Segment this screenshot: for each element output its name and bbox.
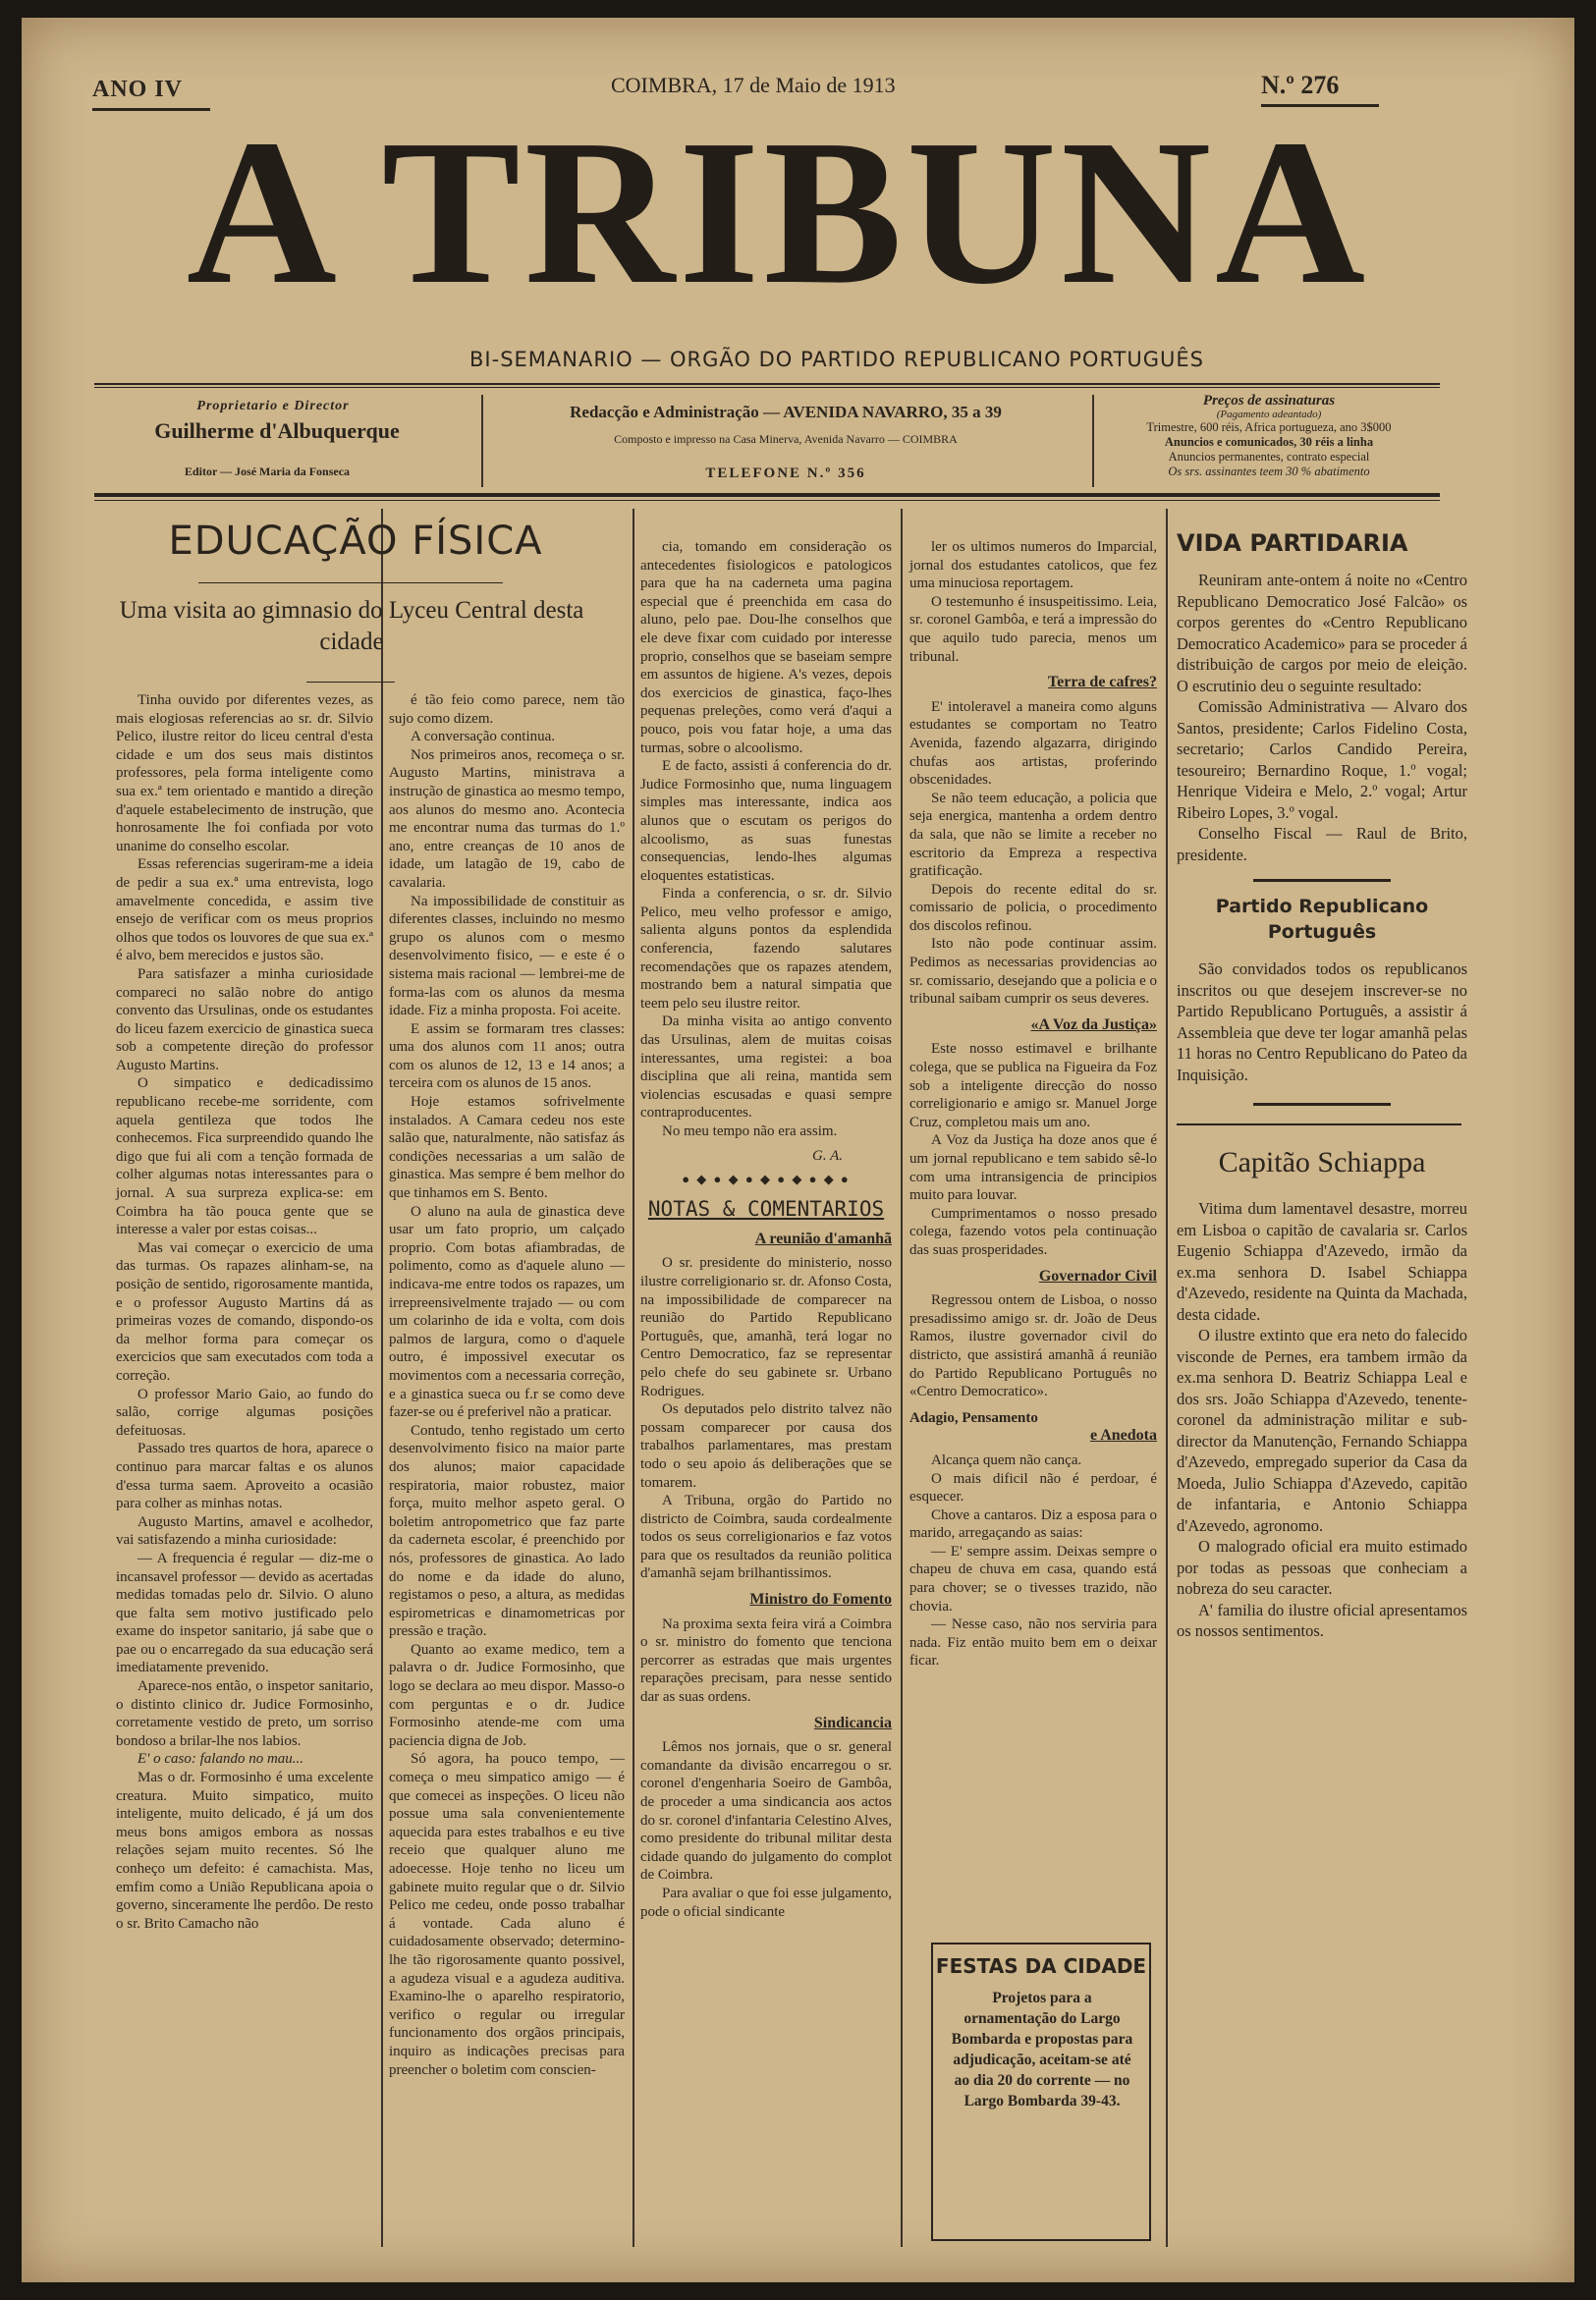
prices-sub: (Pagamento adeantado) [1216, 409, 1322, 420]
issue-number: N.º 276 [1261, 71, 1340, 99]
heading-adagio: Adagio, Pensamento [909, 1409, 1038, 1426]
prices-line-4: Os srs. assinantes teem 30 % abatimento [1168, 465, 1370, 478]
issue-year: ANO IV [92, 77, 184, 102]
redaccao-line: Redacção e Administração — AVENIDA NAVARRO, 35 a 39 [570, 403, 1002, 421]
article-signature: G. A. [812, 1147, 843, 1164]
festas-box [931, 1943, 1151, 2241]
prices-line-2: Anuncios e comunicados, 30 réis a linha [1164, 435, 1374, 449]
prices-line-3: Anuncios permanentes, contrato especial [1168, 450, 1370, 464]
article-title: EDUCAÇÃO FÍSICA [168, 519, 543, 564]
newspaper-page [22, 18, 1574, 2282]
notas-heading-sindicancia: Sindicancia [813, 1714, 892, 1731]
festas-text: Projetos para a ornamentação do Largo Bombarda e propostas para adjudicação, aceitam-se até ao dia 20 do corrente — no Largo Bombarda 39-43. [951, 1990, 1133, 2109]
owner-label: Proprietario e Director [196, 399, 350, 413]
owner-name: Guilherme d'Albuquerque [154, 418, 400, 443]
article-column-1: Tinha ouvido por diferentes vezes, as mais elogiosas referencias ao sr. dr. Silvio Pelico, ilustre reitor do liceu central d'esta cidade e um dos seus mais distintos professores, pela forma inteligente como sua ex.ª tem orientado e mantido a direção d'aquele estabelecimento de instrução, que honrosamente lhe foi confiada por voto unanime do conselho escolar. Essas referencias sugeriram-me a ideia de pedir a sua ex.ª uma entrevista, logo amavelmente concedida, e assim tive ensejo de verificar com os meus proprios olhos que todos os louvores de que sua ex.ª é alvo, bem merecidos e justos são. Para satisfazer a minha curiosidade compareci no salão nobre do antigo convento das Ursulinas, onde os estudantes do liceu fazem exercicio de ginastica sueca sob a competente direção do professor Augusto Martins. O simpatico e dedicadissimo republicano recebe-me sorridente, com aquela gentileza que todos lhe conhecemos. Fica surpreendido quando lhe digo que fui ali com a tenção formada de colher algumas notas interessantes para o jornal. A sua surpreza explica-se: em Coimbra ha tão pouca gente que se interesse a valer por estas coisas... Mas vai começar o exercicio de uma das turmas. Os rapazes alinham-se, na posição de sentido, rigorosamente mantida, e o professor Augusto Martins dá as primeiras vozes de comando, dispondo-os da melhor forma para começar os exercicios que sam executados com toda a correção. O professor Mario Gaio, ao fundo do salão, corrige algumas posições defeituosas. Passado tres quartos de hora, aparece o continuo para marcar faltas e os alunos d'essa turma saem. Aproveito a ocasião para colher as minhas notas. Augusto Martins, amavel e acolhedor, vai satisfazendo a minha curiosidade: — A frequencia é regular — diz-me o incansavel professor — devido as acertadas medidas tomadas pelo dr. Silvio. O aluno que falta sem motivo justificado pelo exame do inspetor sanitario, já sabe que o pae ou o encarregado da sua educação será imediatamente prevenido. Aparece-nos então, o inspetor sanitario, o distinto clinico dr. Judice Formosinho, corretamente vestido de preto, um sorriso bondoso a brilar-lhe nos labios. E' o caso: falando no mau... Mas o dr. Formosinho é uma excelente creatura. Muito simpatico, muito inteligente, muito delicado, é já um dos meus bons amigos embora as nossas relações sejam muito recentes. Só lhe conheço um defeito: é camachista. Mas, emfim como a União Republicana apoia o governo, sinceramente lhe perdôo. De resto o sr. Brito Camacho não [116, 692, 373, 1932]
editor-line: Editor — José Maria da Fonseca [184, 465, 351, 478]
notas-heading-fomento: Ministro do Fomento [749, 1591, 892, 1609]
notas-heading-reuniao: A reunião d'amanhã [754, 1230, 892, 1247]
news-column-4: ler os ultimos numeros do Imparcial, jornal dos estudantes catolicos, que fez uma minuciosa reportagem. O testemunho é insuspeitissimo. Leia, sr. coronel Gambôa, e terá a impressão do que aquilo tudo parecia, menos um tribunal. Terra de cafres? E' intoleravel a maneira como alguns estudantes se comportam no Teatro Avenida, fazendo algazarra, dirigindo chufas aos artistas, proferindo obscenidades. Se não teem educação, a policia que seja energica, mantenha a ordem dentro da sala, que não se limite a receber no escritorio da Empreza a respectiva gratificação. Depois do recente edital do sr. comissario de policia, o procedimento dos discolos refinou. Isto não pode continuar assim. Pedimos as necessarias providencias ao sr. comissario, desejando que a policia e o tribunal saibam cumprir os seus deveres. «A Voz da Justiça» Este nosso estimavel e brilhante colega, que se publica na Figueira da Foz sob a inteligente direcção do nosso correligionario e amigo sr. Manuel Jorge Cruz, completou mais um ano. A Voz da Justiça ha doze anos que é um jornal republicano e tem sabido sê-lo com uma intransigencia de principios muito para louvar. Cumprimentamos o nosso presado colega, fazendo votos pela continuação das suas prosperidades. Governador Civil Regressou ontem de Lisboa, o nosso presadissimo amigo sr. dr. João de Deus Ramos, ilustre governador civil do districto, que assistirá amanhã á reunião do Partido Republicano Português no «Centro Democratico». Adagio, Pensamento e Anedota Alcança quem não cança. O mais dificil não é perdoar, é esquecer. Chove a cantaros. Diz a esposa para o marido, arregaçando as saias: — E' sempre assim. Deixas sempre o chapeu de chuva em casa, quando está para chover; se o tivesses trazido, não chovia. — Nesse caso, não nos serviria para nada. Fiz então muito bem em o deixar ficar. [909, 539, 1158, 1670]
festas-title: FESTAS DA CIDADE [935, 1954, 1147, 1978]
telephone-line: TELEFONE N.º 356 [705, 465, 866, 481]
article-column-3: cia, tomando em consideração os antecedentes fisiologicos e patologicos para que ha na caderneta uma pagina especial que é preenchida em casa do aluno, pelo pae. Dou-lhe conselhos que ele deve fixar com cuidado por interesse proprio, conselhos que se baseiam sempre em assuntos de higiene. A's vezes, depois dos exercicios de ginastica, faço-lhes pequenas preleções, como verá d'aqui a pouco, pois vou fatar hoje, a uma das turmas, sobre o alcoolismo. E de facto, assisti á conferencia do dr. Judice Formosinho que, numa linguagem simples mas interessante, indica aos alunos que o escutam os perigos do alcoolismo, as suas funestas consequencias, lendo-lhes algumas eloquentes estatisticas. Finda a conferencia, o sr. dr. Silvio Pelico, meu velho professor e amigo, salienta alguns pontos da esplendida conferencia, fazendo salutares recomendações que os rapazes atendem, mostrando bem a natural simpatia que teem pelo seu ilustre reitor. Da minha visita ao antigo convento das Ursulinas, alem de muitas coisas interessantes, uma registei: a boa disciplina que ali reina, mantida sem violencias escusadas e quasi sempre contraproducentes. No meu tempo não era assim. G. A. ● ◆ ● ◆ ● ◆ ● ◆ ● ◆ ● NOTAS & COMENTARIOS A reunião d'amanhã O sr. presidente do ministerio, nosso ilustre correligionario sr. dr. Afonso Costa, na impossibilidade de comparecer na reunião do Partido Republicano Português, que, amanhã, terá logar no Centro Democratico, faz se representar pelo chefe do seu gabinete sr. Urbano Rodrigues. Os deputados pelo distrito talvez não possam comparecer por causa dos trabalhos parlamentares, mas prestam todo o seu apoio ás deliberações que se tomarem. A Tribuna, orgão do Partido no districto de Coimbra, sauda cordealmente todos os seus correligionarios e faz votos para que os resultados da reunião politica d'amanhã sejam brilhantissimos. Ministro do Fomento Na proxima sexta feira virá a Coimbra o sr. ministro do fomento que tenciona percorrer as estradas que mais urgentes reparações precisam, para nesse sentido dar as suas ordens. Sindicancia Lêmos nos jornais, que o sr. general comandante da divisão encarregou o sr. coronel d'engenharia Soeiro de Gambôa, de proceder a uma sindicancia aos actos do sr. coronel d'infantaria Celestino Alves, como presidente do tribunal militar desta cidade quando do julgamento do complot de Coimbra. Para avaliar o que foi esse julgamento, pode o oficial sindicante [640, 539, 892, 1920]
heading-anedota: e Anedota [1090, 1427, 1157, 1445]
news-column-5: VIDA PARTIDARIA Reuniram ante-ontem á noite no «Centro Republicano Democratico José Falcão» os corpos gerentes do «Centro Republicano Democratico Academico» para se proceder á distribuição de cargos por meio de eleição. O escrutinio deu o seguinte resultado: Comissão Administrativa — Alvaro dos Santos, presidente; Carlos Fidelino Costa, secretario; Carlos Candido Pereira, tesoureiro; Bernardino Roque, 1.º vogal; Henrique Videira e Melo, 2.º vogal; Artur Ribeiro Lopes, 3.º vogal. Conselho Fiscal — Raul de Brito, presidente. Partido Republicano Português São convidados todos os republicanos inscritos ou que desejem inscrever-se no Partido Republicano Português, a assistir á Assembleia que deve ter logar amanhã pelas 11 horas no Centro Republicano do Pateo da Inquisição. Capitão Schiappa Vitima dum lamentavel desastre, morreu em Lisboa o capitão de cavalaria sr. Carlos Eugenio Schiappa d'Azevedo, irmão da ex.ma senhora D. Isabel Schiappa d'Azevedo, residente na Quinta da Machada, desta cidade. O ilustre extinto que era neto do falecido visconde de Pernes, era tambem irmão da ex.ma senhora D. Beatriz Schiappa Leal e dos srs. João Schiappa d'Azevedo, tenente-coronel da administração militar e sub-director da Manutenção, Fernando Schiappa d'Azevedo, empregado superior da Casa da Moeda, Julio Schiappa d'Azevedo, capitão de infantaria, e Antonio Schiappa d'Azevedo, agronomo. O malogrado oficial era muito estimado por todas as pessoas que conheciam a nobreza do seu caracter. A' familia do ilustre oficial apresentamos os nossos sentimentos. [1177, 529, 1467, 1640]
prices-line-1: Trimestre, 600 réis, Africa portugueza, ano 3$000 [1146, 420, 1392, 434]
dateline: COIMBRA, 17 de Maio de 1913 [611, 73, 896, 97]
heading-voz-da-justica: «A Voz da Justiça» [1030, 1015, 1157, 1033]
notas-title: NOTAS & COMENTARIOS [647, 1196, 885, 1221]
composto-line: Composto e impresso na Casa Minerva, Avenida Navarro — COIMBRA [614, 432, 958, 446]
article-column-2: é tão feio como parece, nem tão sujo como dizem. A conversação continua. Nos primeiros anos, recomeça o sr. Augusto Martins, ministrava a instrução de ginastica ao mesmo tempo, aos alunos do mesmo ano. Acontecia me encontrar numa das turmas do 1.º ano, entre creanças de 10 anos de idade, um latagão de 19, cabo de cavalaria. Na impossibilidade de constituir as diferentes classes, incluindo no mesmo grupo os alunos com o mesmo desenvolvimento fisico, — e este é o sistema mais racional — lembrei-me de forma-las com os alunos da mesma idade. Fiz a minha proposta. Foi aceite. E assim se formaram tres classes: uma dos alunos com 11 anos; outra com os alunos de 12, 13 e 14 anos; a terceira com os alunos de 15 anos. Hoje estamos sofrivelmente instalados. A Camara cedeu nos este salão que, naturalmente, não satisfaz ás condições necessarias a um salão de ginastica. Mas sempre é bem melhor do que tinhamos em S. Bento. O aluno na aula de ginastica deve usar um fato proprio, um calçado proprio. Com botas afiambradas, de polimento, como as d'aquele aluno — indicava-me entre todos os rapazes, um irrepreensivelmente trajado — ou com um colarinho de ida e volta, com dois palmos de largura, como o d'aquele outro, é impossivel executar os movimentos com a necessaria correção, e a ginastica sueca ou f.r se como deve fazer-se ou é preferivel não a praticar. Contudo, tenho registado um certo desenvolvimento fisico na maior parte dos alunos; maior capacidade respiratoria, maior robustez, maior força, muito melhor aspeto geral. O boletim antropometrico que faz parte da caderneta escolar, é preenchido por nós, professores de ginastica. Ao lado do nome e da idade do aluno, registamos o peso, a altura, as medidas espirometricas e dinamometricas por pressão e tração. Quanto ao exame medico, tem a palavra o dr. Judice Formosinho, que logo se declara ao meu dispor. Masso-o com perguntas e o dr. Judice Formosinho atende-me com uma paciencia digna de Job. Só agora, ha pouco tempo, — começa o meu simpatico amigo — é que comecei as inspeções. O liceu não possue uma sala convenientemente aquecida para estes trabalhos e eu tive receio que qualquer aluno me adoecesse. Hoje tenho no liceu um gabinete muito regular que o dr. Silvio Pelico me cedeu, onde posso trabalhar á vontade. Cada aluno é cuidadosamente observado; determino-lhe tão rigorosamente quanto possivel, a agudeza visual e a agudeza auditiva. Examino-lhe o aparelho respiratorio, verifico o regular ou irregular funcionamento dos orgãos principais, inquiro as indicações precisas para preencher o boletim com conscien- [389, 692, 625, 2078]
heading-capitao-schiappa: Capitão Schiappa [1218, 1146, 1426, 1178]
article-subtitle: Uma visita ao gimnasio do Lyceu Central desta cidade [119, 597, 584, 655]
heading-terra-de-cafres: Terra de cafres? [1047, 674, 1157, 691]
heading-governador-civil: Governador Civil [1038, 1267, 1157, 1285]
newspaper-title: A TRIBUNA [186, 96, 1370, 327]
heading-partido-republicano: Partido Republicano Português [1215, 896, 1429, 943]
prices-title: Preços de assinaturas [1202, 393, 1336, 409]
newspaper-subtitle: BI-SEMANARIO — ORGÃO DO PARTIDO REPUBLICANO PORTUGUÊS [469, 348, 1204, 371]
heading-vida-partidaria: VIDA PARTIDARIA [1177, 529, 1408, 557]
ornament-rule: ● ◆ ● ◆ ● ◆ ● ◆ ● ◆ ● [682, 1172, 851, 1187]
